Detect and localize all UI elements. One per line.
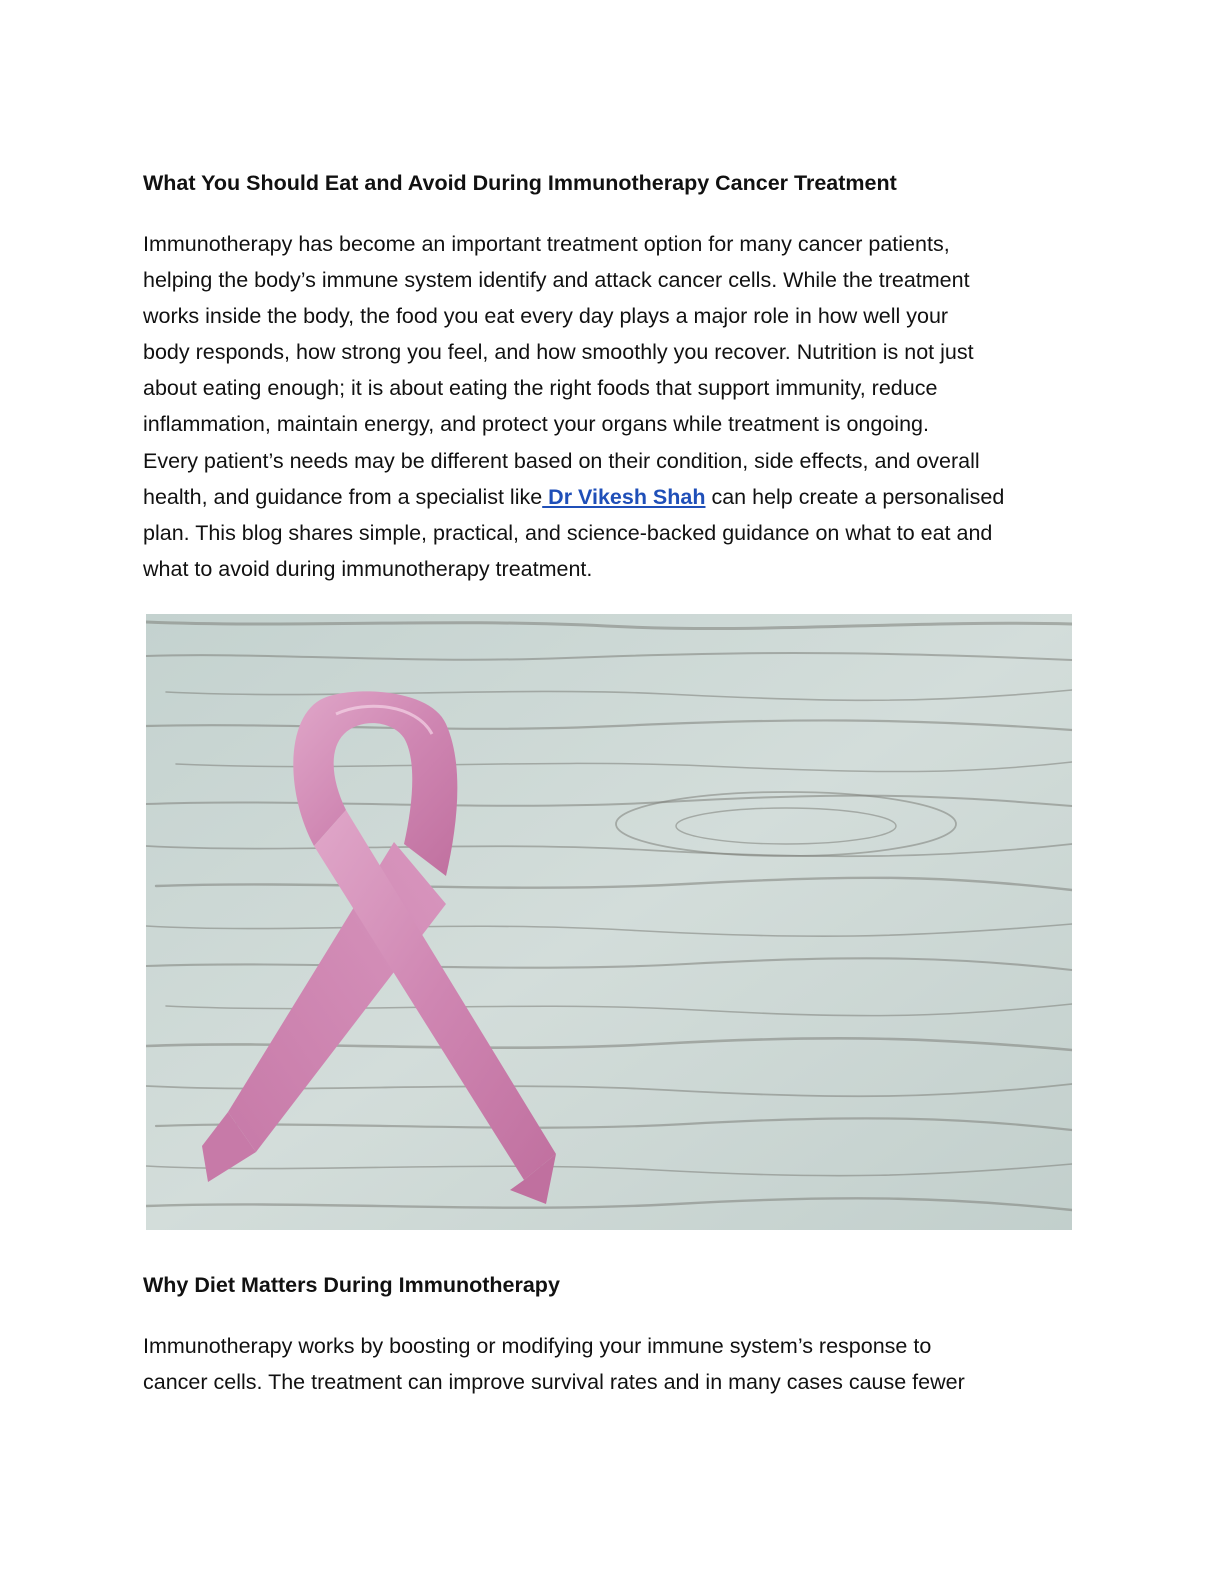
section-line: Immunotherapy works by boosting or modifying your immune system’s response to <box>143 1334 932 1358</box>
intro-paragraph <box>143 226 1078 587</box>
intro-line: Every patient’s needs may be different based on their condition, side effects, and overall <box>143 448 980 473</box>
section-paragraph <box>143 1328 1078 1400</box>
intro-line-with-link <box>143 479 1078 515</box>
intro-line-end: can help create a personalised <box>705 484 1005 509</box>
section-heading: Why Diet Matters During Immunotherapy <box>143 1273 560 1297</box>
pink-ribbon-image <box>146 614 1072 1230</box>
wood-background <box>146 614 1072 1230</box>
intro-line: works inside the body, the food you eat every day plays a major role in how well your <box>143 304 949 329</box>
article-title: What You Should Eat and Avoid During Immunotherapy Cancer Treatment <box>143 171 897 195</box>
dr-vikesh-shah-link[interactable]: Dr Vikesh Shah <box>542 484 706 509</box>
intro-line: body responds, how strong you feel, and how smoothly you recover. Nutrition is not just <box>143 340 974 365</box>
intro-line: helping the body’s immune system identify and attack cancer cells. While the treatment <box>143 268 970 293</box>
intro-line: inflammation, maintain energy, and protect your organs while treatment is ongoing. <box>143 412 929 437</box>
section-line: cancer cells. The treatment can improve survival rates and in many cases cause fewer <box>143 1370 965 1395</box>
intro-line: plan. This blog shares simple, practical, and science-backed guidance on what to eat and <box>143 520 993 545</box>
intro-line: about eating enough; it is about eating the right foods that support immunity, reduce <box>143 376 938 401</box>
intro-line-start: health, and guidance from a specialist like <box>143 484 543 509</box>
intro-line: what to avoid during immunotherapy treatment. <box>143 556 593 581</box>
intro-line: Immunotherapy has become an important treatment option for many cancer patients, <box>143 232 950 256</box>
pink-ribbon-illustration <box>146 614 1072 1230</box>
